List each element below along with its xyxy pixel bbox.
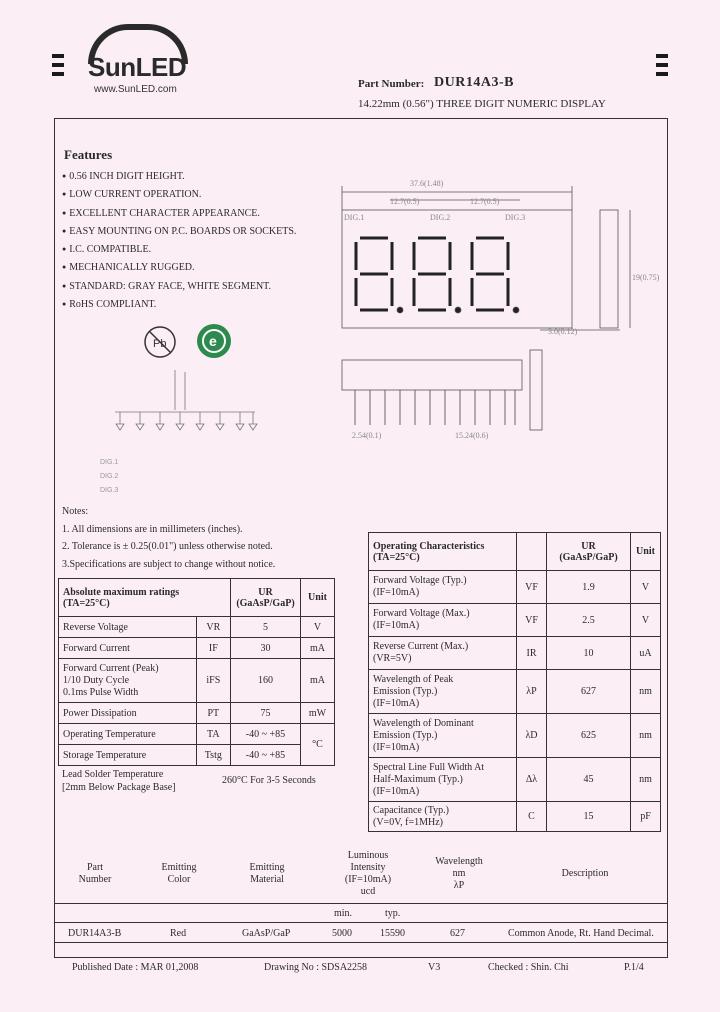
abs-row-unit: mA [301,638,335,659]
dim-pin-row: 15.24(0.6) [455,431,489,440]
op-row-name: Forward Voltage (Max.) (IF=10mA) [369,604,517,637]
dig3-label: DIG.3 [505,213,526,222]
abs-row-name: Power Dissipation [59,703,197,724]
op-row-name: Capacitance (Typ.) (V=0V, f=1MHz) [369,802,517,832]
op-sym-header [517,533,547,571]
op-row-val: 15 [547,802,631,832]
logo: SunLED [88,52,187,82]
rohs-icon [195,322,233,360]
abs-row-sym: PT [196,703,230,724]
op-row-val: 627 [547,670,631,714]
abs-row-sym: iFS [196,659,230,703]
abs-row-unit: mW [301,703,335,724]
abs-row-val: 160 [231,659,301,703]
abs-row-unit: mA [301,659,335,703]
svg-text:DIG.2: DIG.2 [100,473,119,480]
package-drawing [330,170,660,470]
pt-cell-wavelength: 627 [450,928,465,939]
features-title: Features [64,147,113,162]
op-row-name: Forward Voltage (Typ.) (IF=10mA) [369,571,517,604]
corner-bar [656,72,668,76]
abs-row-name: Storage Temperature [59,745,197,766]
feature-item: ● EASY MOUNTING ON P.C. BOARDS OR SOCKETS. [62,223,296,241]
op-title: Operating Characteristics (TA=25°C) [369,533,517,571]
lead-solder-label: Lead Solder Temperature [2mm Below Package Base] [62,769,176,793]
dim-pin-spacing: 2.54(0.1) [352,431,382,440]
op-col-ur: UR (GaAsP/GaP) [547,533,631,571]
lead-solder-value: 260°C For 3-5 Seconds [222,775,316,786]
dim-pitch1: 12.7(0.5) [390,197,420,206]
abs-row-val: 5 [231,617,301,638]
pt-header-part: Part Number [78,862,112,885]
op-row-sym: Δλ [517,758,547,802]
version: V3 [428,962,441,973]
abs-row-name: Forward Current (Peak) 1/10 Duty Cycle 0.1ms Pulse Width [59,659,197,703]
features-list [62,168,296,314]
logo-url: www.SunLED.com [94,84,177,95]
notes [62,503,275,573]
op-row-val: 625 [547,714,631,758]
op-row-unit: nm [631,714,661,758]
notes-title: Notes: [62,506,89,517]
corner-bar [52,54,64,58]
corner-bar [656,63,668,67]
abs-row-val: -40 ~ +85 [231,724,301,745]
feature-item: ● RoHS COMPLIANT. [62,296,296,314]
abs-row-val: 30 [231,638,301,659]
abs-row-sym: VR [196,617,230,638]
pt-header-wavelength: Wavelength nm λP [435,856,483,891]
svg-text:DIG.3: DIG.3 [100,487,119,494]
op-row-val: 2.5 [547,604,631,637]
corner-bar [656,54,668,58]
pt-cell-typ: 15590 [380,928,405,939]
pt-header-intensity: Luminous Intensity (IF=10mA) ucd [344,850,392,897]
op-row-name: Spectral Line Full Width At Half-Maximum (Typ.) (IF=10mA) [369,758,517,802]
op-col-unit: Unit [631,533,661,571]
abs-title: Absolute maximum ratings (TA=25°C) [59,579,231,617]
page-number: P.1/4 [624,962,644,973]
feature-item: ● 0.56 INCH DIGIT HEIGHT. [62,168,296,186]
dim-pitch2: 12.7(0.5) [470,197,500,206]
note-item: 2. Tolerance is ± 0.25(0.01") unless otherwise noted. [62,541,273,552]
dim-dp: 3.0(0.12) [548,327,578,336]
dig1-label: DIG.1 [344,213,365,222]
abs-col-unit: Unit [301,579,335,617]
feature-item: ● MECHANICALLY RUGGED. [62,259,296,277]
operating-table [368,532,661,832]
circuit-diagram [95,360,275,500]
abs-row-name: Reverse Voltage [59,617,197,638]
feature-item: ● EXCELLENT CHARACTER APPEARANCE. [62,205,296,223]
pt-sub-typ: typ. [385,908,401,919]
absolute-ratings-table [58,578,335,798]
abs-row-val: -40 ~ +85 [231,745,301,766]
feature-item: ● I.C. COMPATIBLE. [62,241,296,259]
dim-top: 37.6(1.48) [410,179,444,188]
op-row-unit: nm [631,758,661,802]
abs-row-sym: IF [196,638,230,659]
op-row-val: 10 [547,637,631,670]
feature-item: ● LOW CURRENT OPERATION. [62,186,296,204]
abs-row-unit: V [301,617,335,638]
part-number-label: Part Number: [358,78,425,90]
op-row-sym: VF [517,571,547,604]
abs-row-unit: °C [301,724,335,766]
checked-by: Checked : Shin. Chi [488,962,569,973]
op-row-unit: pF [631,802,661,832]
pb-free-icon [140,322,180,362]
op-row-unit: uA [631,637,661,670]
abs-row-sym: Tstg [196,745,230,766]
pt-header-color: Emitting Color [161,862,197,885]
op-row-sym: λP [517,670,547,714]
pt-sub-min: min. [334,908,353,919]
pt-cell-min: 5000 [332,928,352,939]
op-row-name: Wavelength of Peak Emission (Typ.) (IF=10mA) [369,670,517,714]
pt-header-material: Emitting Material [249,862,285,885]
svg-text:Pb: Pb [153,338,167,350]
op-row-sym: C [517,802,547,832]
dim-right: 19(0.75) [632,273,660,282]
op-row-unit: V [631,571,661,604]
published-date: Published Date : MAR 01,2008 [72,962,199,973]
divider [54,922,668,923]
abs-row-sym: TA [196,724,230,745]
op-row-unit: V [631,604,661,637]
op-row-name: Wavelength of Dominant Emission (Typ.) (IF=10mA) [369,714,517,758]
pt-cell-material: GaAsP/GaP [242,928,291,939]
op-row-name: Reverse Current (Max.) (VR=5V) [369,637,517,670]
op-row-val: 45 [547,758,631,802]
op-row-unit: nm [631,670,661,714]
corner-bar [52,72,64,76]
abs-col-ur: UR (GaAsP/GaP) [231,579,301,617]
note-item: 1. All dimensions are in millimeters (inches). [62,523,243,535]
svg-text:e: e [209,333,217,349]
op-row-val: 1.9 [547,571,631,604]
svg-text:DIG.1: DIG.1 [100,459,119,466]
abs-row-name: Operating Temperature [59,724,197,745]
op-row-sym: VF [517,604,547,637]
divider [54,942,668,943]
subtitle: 14.22mm (0.56") THREE DIGIT NUMERIC DISPLAY [358,98,606,110]
drawing-number: Drawing No : SDSA2258 [264,962,368,973]
op-row-sym: IR [517,637,547,670]
pt-cell-description: Common Anode, Rt. Hand Decimal. [508,928,654,939]
pt-cell-color: Red [170,928,187,939]
op-row-sym: λD [517,714,547,758]
pt-cell-part: DUR14A3-B [68,928,122,939]
dig2-label: DIG.2 [430,213,451,222]
note-item: 3.Specifications are subject to change without notice. [62,558,276,570]
abs-row-val: 75 [231,703,301,724]
corner-bar [52,63,64,67]
feature-item: ● STANDARD: GRAY FACE, WHITE SEGMENT. [62,278,296,296]
divider [54,903,668,904]
part-number: DUR14A3-B [434,75,514,90]
abs-row-name: Forward Current [59,638,197,659]
pt-header-description: Description [561,868,609,879]
